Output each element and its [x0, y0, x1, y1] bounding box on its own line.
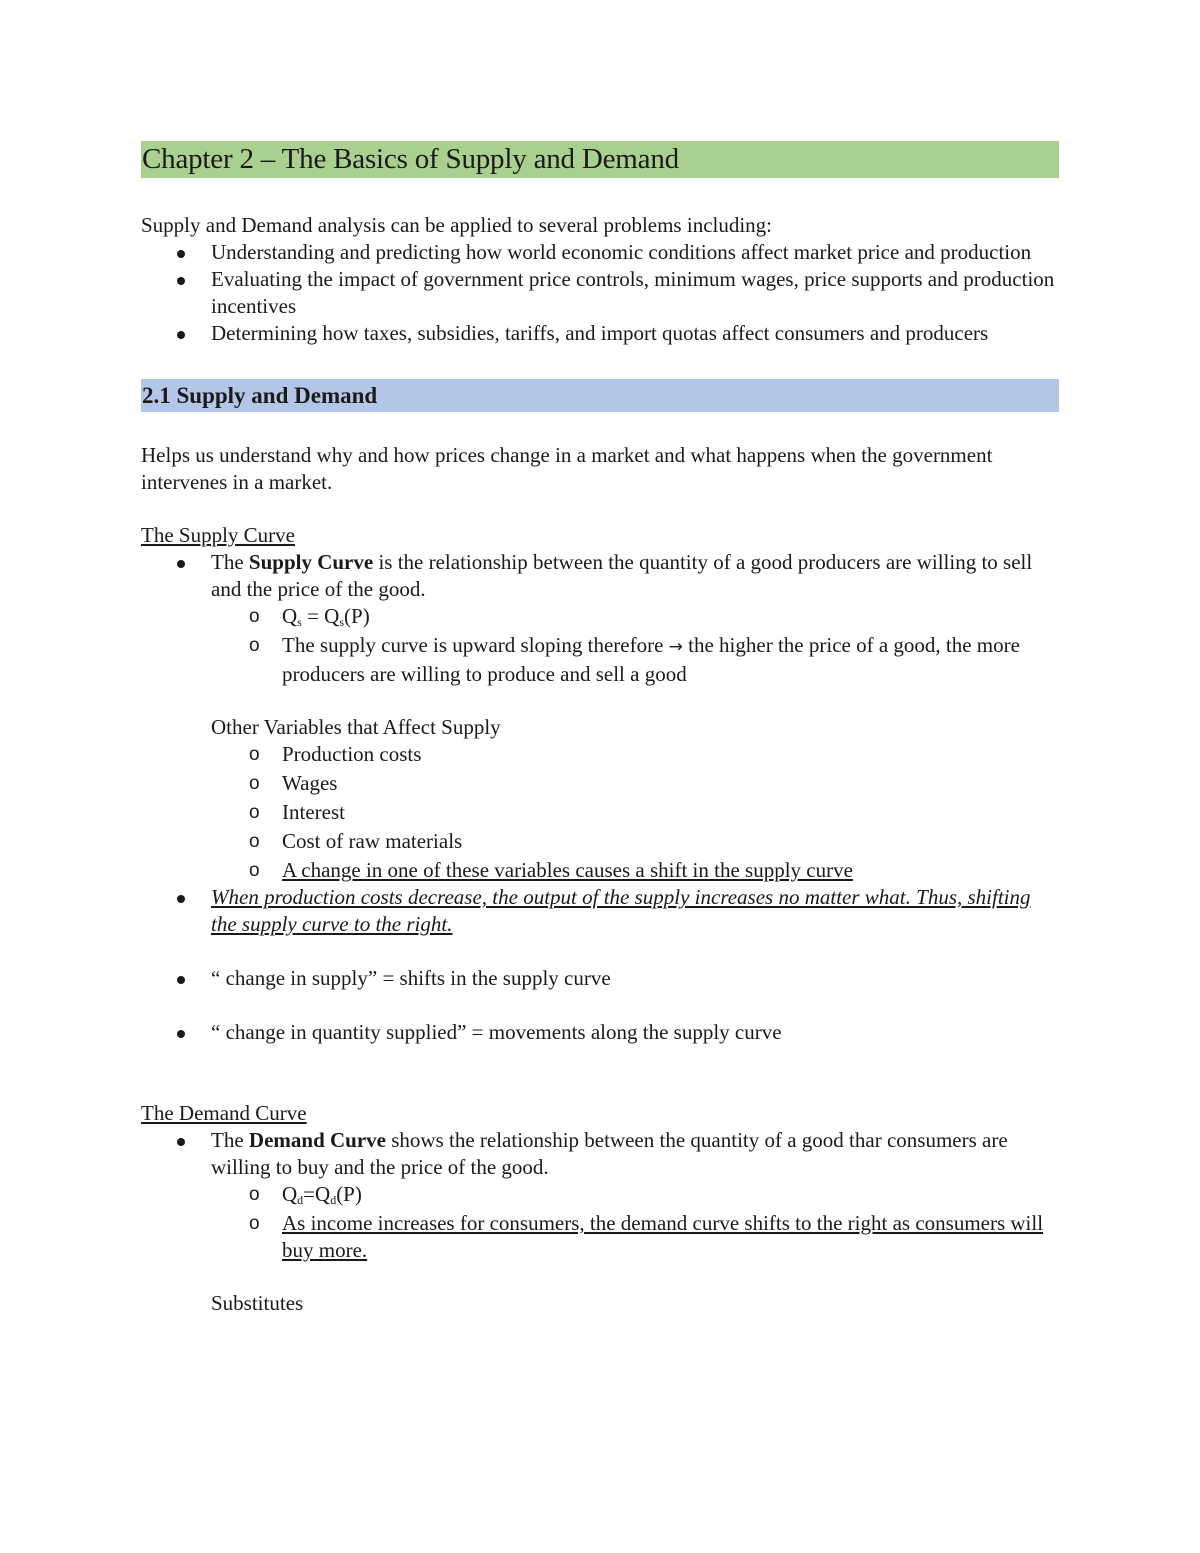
- bullet-icon: [177, 331, 185, 339]
- list-item: Determining how taxes, subsidies, tariffs, and import quotas affect consumers and producers: [141, 320, 1059, 347]
- supply-sub-list: [141, 603, 1059, 688]
- list-item: The Supply Curve is the relationship between the quantity of a good producers are willing to sell and the price of the good.: [141, 549, 1059, 603]
- supply-curve-heading: The Supply Curve: [141, 523, 295, 547]
- bullet-icon: [177, 895, 185, 903]
- list-item: o Interest: [249, 800, 345, 824]
- intro-bullet-list: [141, 239, 1059, 347]
- chapter-title: Chapter 2 – The Basics of Supply and Demand: [141, 141, 1059, 178]
- circle-bullet-icon: o: [249, 635, 260, 656]
- substitutes-heading: Substitutes: [211, 1291, 304, 1315]
- bullet-icon: [177, 976, 185, 984]
- circle-bullet-icon: o: [249, 831, 260, 852]
- circle-bullet-icon: o: [249, 744, 260, 765]
- list-item: When production costs decrease, the output of the supply increases no matter what. Thus, shifting the supply curve to the right.: [141, 884, 1059, 938]
- list-item: Evaluating the impact of government price controls, minimum wages, price supports and production incentives: [141, 266, 1059, 320]
- bullet-icon: [177, 277, 185, 285]
- list-item: “ change in supply” = shifts in the supply curve: [141, 965, 1059, 992]
- circle-bullet-icon: o: [249, 860, 260, 881]
- circle-bullet-icon: o: [249, 773, 260, 794]
- demand-curve-heading: The Demand Curve: [141, 1101, 307, 1125]
- supply-notes-list: [141, 884, 1059, 1046]
- supply-bullet-list: [141, 549, 1059, 603]
- section-intro-paragraph: Helps us understand why and how prices change in a market and what happens when the government intervenes in a market.: [141, 443, 993, 494]
- list-item: “ change in quantity supplied” = movements along the supply curve: [141, 1019, 1059, 1046]
- list-item: o Cost of raw materials: [249, 829, 463, 853]
- term-demand-curve: Demand Curve: [248, 1128, 386, 1152]
- right-arrow-icon: →: [668, 637, 683, 657]
- list-item: o A change in one of these variables causes a shift in the supply curve: [249, 858, 853, 882]
- list-item: o The supply curve is upward sloping therefore → the higher the price of a good, the more producers are willing to produce and sell a good: [249, 633, 1020, 686]
- list-item: Understanding and predicting how world economic conditions affect market price and production: [141, 239, 1059, 266]
- bullet-icon: [177, 250, 185, 258]
- circle-bullet-icon: o: [249, 1213, 260, 1234]
- circle-bullet-icon: o: [249, 606, 260, 627]
- section-heading-2-1: 2.1 Supply and Demand: [141, 379, 1059, 412]
- circle-bullet-icon: o: [249, 802, 260, 823]
- term-supply-curve: Supply Curve: [248, 550, 374, 574]
- document-page: [141, 141, 1059, 1317]
- list-item: [141, 603, 1059, 630]
- list-item: [141, 1181, 1059, 1208]
- list-item: o As income increases for consumers, the demand curve shifts to the right as consumers will buy more.: [249, 1211, 1044, 1262]
- intro-paragraph: Supply and Demand analysis can be applied to several problems including:: [141, 213, 773, 237]
- bullet-icon: [177, 1030, 185, 1038]
- list-item: The Demand Curve shows the relationship between the quantity of a good thar consumers are willing to buy and the price of the good.: [141, 1127, 1059, 1181]
- bullet-icon: [177, 560, 185, 568]
- list-item: o Wages: [249, 771, 338, 795]
- circle-bullet-icon: o: [249, 1184, 260, 1205]
- other-variables-heading: Other Variables that Affect Supply: [211, 715, 501, 739]
- supply-formula: $Q_s = Q_s(P)$: [282, 604, 370, 629]
- demand-formula: $Q_d=Q_d(P)$: [282, 1182, 362, 1207]
- demand-bullet-list: [141, 1127, 1059, 1181]
- demand-sub-list: [141, 1181, 1059, 1264]
- bullet-icon: [177, 1138, 185, 1146]
- list-item: o Production costs: [249, 742, 422, 766]
- other-variables-list: [141, 741, 1059, 884]
